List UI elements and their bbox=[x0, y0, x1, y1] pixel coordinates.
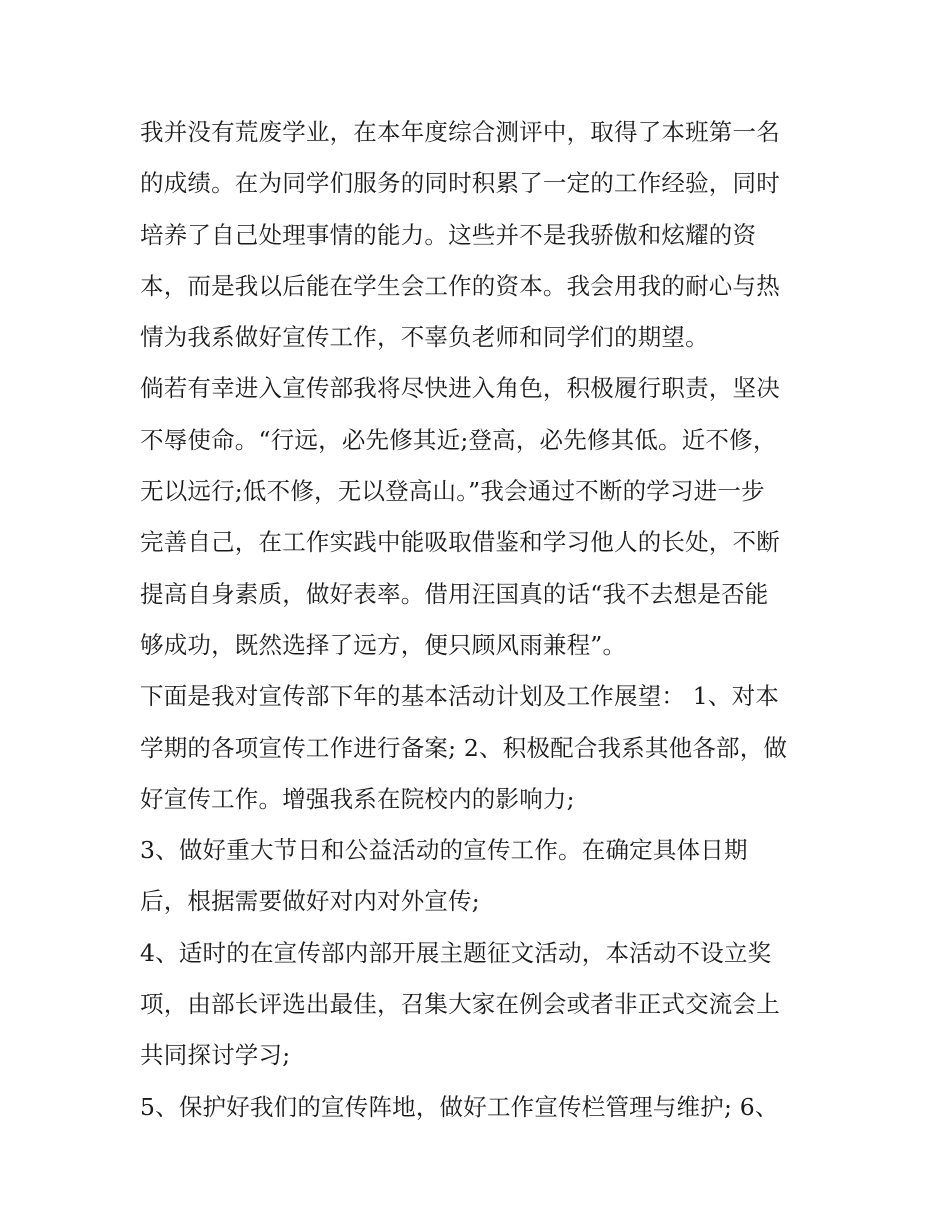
text-line: 好宣传工作。增强我系在院校内的影响力; bbox=[140, 784, 575, 813]
text-line: 共同探讨学习; bbox=[140, 1041, 291, 1070]
text-line: 的成绩。在为同学们服务的同时积累了一定的工作经验，同时 bbox=[140, 169, 780, 198]
document-body bbox=[140, 107, 820, 1133]
text-line: 后，根据需要做好对内对外宣传; bbox=[140, 887, 480, 916]
text-line: 3、做好重大节日和公益活动的宣传工作。在确定具体日期 bbox=[140, 836, 748, 865]
text-line: 无以远行;低不修，无以登高山。”我会通过不断的学习进一步 bbox=[140, 477, 765, 506]
text-line: 够成功，既然选择了远方，便只顾风雨兼程”。 bbox=[140, 630, 627, 659]
text-line: 下面是我对宣传部下年的基本活动计划及工作展望： 1、对本 bbox=[140, 682, 780, 711]
text-line: 完善自己，在工作实践中能吸取借鉴和学习他人的长处，不断 bbox=[140, 528, 780, 557]
text-line: 项，由部长评选出最佳，召集大家在例会或者非正式交流会上 bbox=[140, 990, 780, 1019]
text-line: 倘若有幸进入宣传部我将尽快进入角色，积极履行职责，坚决 bbox=[140, 374, 780, 403]
text-line: 情为我系做好宣传工作，不辜负老师和同学们的期望。 bbox=[140, 323, 709, 352]
text-line: 学期的各项宣传工作进行备案; 2、积极配合我系其他各部，做 bbox=[140, 733, 788, 762]
text-line: 5、保护好我们的宣传阵地，做好工作宣传栏管理与维护; 6、 bbox=[140, 1092, 779, 1121]
text-line: 4、适时的在宣传部内部开展主题征文活动，本活动不设立奖 bbox=[140, 938, 772, 967]
text-line: 提高自身素质，做好表率。借用汪国真的话“我不去想是否能 bbox=[140, 579, 769, 608]
text-line: 培养了自己处理事情的能力。这些并不是我骄傲和炫耀的资 bbox=[140, 220, 757, 249]
text-line: 我并没有荒废学业，在本年度综合测评中，取得了本班第一名 bbox=[140, 118, 780, 146]
text-line: 本，而是我以后能在学生会工作的资本。我会用我的耐心与热 bbox=[140, 271, 780, 300]
text-line: 不辱使命。“行远，必先修其近;登高，必先修其低。近不修， bbox=[140, 425, 777, 454]
